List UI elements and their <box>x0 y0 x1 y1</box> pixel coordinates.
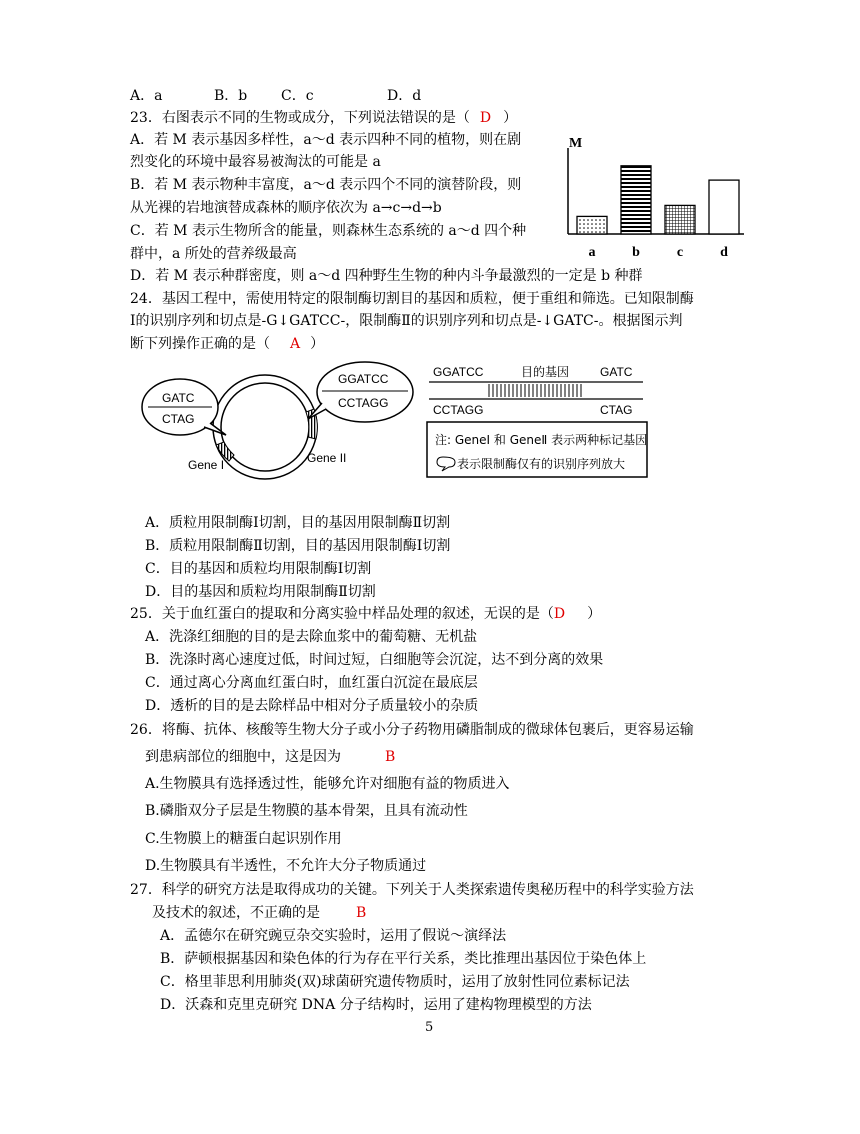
q25-stem-end: ） <box>587 606 602 622</box>
q23-line: 从光裸的岩地演替成森林的顺序依次为 a→c→d→b <box>130 200 442 216</box>
note-line2: 表示限制酶仅有的识别序列放大 <box>457 457 626 471</box>
q23-stem <box>130 108 517 128</box>
q23-line: 群中，a 所处的营养级最高 <box>130 246 297 262</box>
bar-c <box>665 205 695 234</box>
bar-d <box>709 180 739 234</box>
q25-option-a: A．洗涤红细胞的目的是去除血浆中的葡萄糖、无机盐 <box>145 629 478 645</box>
x-tick-label-a: a <box>588 245 596 260</box>
q23-line: A．若 M 表示基因多样性，a～d 表示四种不同的植物，则在剧 <box>130 132 522 148</box>
q27-line2-text: 及技术的叙述，不正确的是 <box>152 905 320 921</box>
bubble-left-bottom: CTAG <box>162 412 195 426</box>
gene1-label: Gene I <box>188 458 225 472</box>
q26-line2 <box>145 747 395 767</box>
q26-option-b: B.磷脂双分子层是生物膜的基本骨架，且具有流动性 <box>145 803 468 819</box>
chart-x-tick-labels <box>589 245 729 260</box>
note-line1: 注: GeneⅠ 和 GeneⅡ 表示两种标记基因 <box>435 433 648 447</box>
q23-stem-text: 23．右图表示不同的生物或成分，下列说法错误的是（ <box>130 110 470 126</box>
q26-answer: B <box>385 749 396 765</box>
q23-line: C．若 M 表示生物所含的能量，则森林生态系统的 a～d 四个种 <box>130 223 527 239</box>
gene-top-right-seq: GATC <box>600 365 633 379</box>
bar-b <box>621 166 651 234</box>
q27-option-a: A．孟德尔在研究豌豆杂交实验时，运用了假说～演绎法 <box>160 928 507 944</box>
plasmid-ring-inner <box>221 383 309 471</box>
gene2-label: Gene II <box>307 451 347 465</box>
q26-line1: 26．将酶、抗体、核酸等生物大分子或小分子药物用磷脂制成的微球体包裹后，更容易运输 <box>130 722 694 738</box>
q25-stem-text: 25．关于血红蛋白的提取和分离实验中样品处理的叙述，无误的是（ <box>130 606 554 622</box>
q24-line3 <box>130 334 324 354</box>
bar-a <box>577 216 607 234</box>
x-tick-label-b: b <box>632 245 640 260</box>
chart-bars <box>577 166 739 234</box>
q23-line: B．若 M 表示物种丰富度，a～d 表示四个不同的演替阶段，则 <box>130 177 522 193</box>
chart-y-label: M <box>569 136 583 151</box>
q22-option-d: D．d <box>387 88 422 104</box>
plasmid-figure <box>140 357 415 497</box>
bubble-right-bottom: CCTAGG <box>338 396 389 410</box>
q26-line2-text: 到患病部位的细胞中，这是因为 <box>145 749 341 765</box>
q25-option-b: B．洗涤时离心速度过低，时间过短，白细胞等会沉淀，达不到分离的效果 <box>145 652 604 668</box>
q24-line3-text: 断下列操作正确的是（ <box>130 336 270 352</box>
x-tick-label-d: d <box>720 245 728 260</box>
q22-option-b: B．b <box>214 88 248 104</box>
q25-answer: D <box>553 606 566 622</box>
q23-bar-chart <box>558 130 748 262</box>
q23-line: 烈变化的环境中最容易被淘汰的可能是 a <box>130 154 381 170</box>
q25-option-d: D．透析的目的是去除样品中相对分子质量较小的杂质 <box>145 698 479 714</box>
q26-option-d: D.生物膜具有半透性，不允许大分子物质通过 <box>145 858 427 874</box>
gene-top-left-seq: GGATCC <box>433 365 484 379</box>
q27-answer: B <box>356 905 367 921</box>
q24-option-b: B．质粒用限制酶Ⅱ切割，目的基因用限制酶Ⅰ切割 <box>145 538 451 554</box>
bubble-right-top: GGATCC <box>338 372 389 386</box>
q27-line2 <box>152 903 366 923</box>
q24-line1: 24．基因工程中，需使用特定的限制酶切割目的基因和质粒，便于重组和筛选。已知限制酶 <box>130 291 694 307</box>
q22-option-a: A．a <box>130 88 163 104</box>
bubble-left-top: GATC <box>162 391 195 405</box>
q23-stem-end: ） <box>503 110 518 126</box>
page-number: 5 <box>425 1020 434 1035</box>
gene-bottom-left-seq: CCTAGG <box>433 403 484 417</box>
q27-option-d: D．沃森和克里克研究 DNA 分子结构时，运用了建构物理模型的方法 <box>160 997 592 1013</box>
q23-line: D．若 M 表示种群密度，则 a～d 四种野生生物的种内斗争最激烈的一定是 b 种群 <box>130 268 643 284</box>
q22-option-c: C．c <box>281 88 314 104</box>
q27-line1: 27．科学的研究方法是取得成功的关键。下列关于人类探索遗传奥秘历程中的科学实验方法 <box>130 882 694 898</box>
q25-stem <box>130 604 601 624</box>
q26-option-a: A.生物膜具有选择透过性，能够允许对细胞有益的物质进入 <box>145 776 510 792</box>
q24-line2: Ⅰ的识别序列和切点是-G↓GATCC-，限制酶Ⅱ的识别序列和切点是-↓GATC-。根据图示判 <box>130 313 683 329</box>
x-tick-label-c: c <box>676 245 684 260</box>
q24-option-d: D．目的基因和质粒均用限制酶Ⅱ切割 <box>145 584 376 600</box>
gene-bottom-right-seq: CTAG <box>600 403 633 417</box>
bubble-right <box>317 362 413 422</box>
q23-answer: D <box>479 110 492 126</box>
q24-answer: A <box>290 336 301 352</box>
q26-option-c: C.生物膜上的糖蛋白起识别作用 <box>145 831 342 847</box>
q24-line3-end: ） <box>310 336 325 352</box>
target-gene-figure <box>425 362 650 480</box>
q24-option-a: A．质粒用限制酶Ⅰ切割，目的基因用限制酶Ⅱ切割 <box>145 515 451 531</box>
q24-option-c: C．目的基因和质粒均用限制酶Ⅰ切割 <box>145 561 372 577</box>
q27-option-c: C．格里菲思利用肺炎(双)球菌研究遗传物质时，运用了放射性同位素标记法 <box>160 974 630 990</box>
gene-top-mid-label: 目的基因 <box>521 365 570 379</box>
plasmid-ring-outer <box>213 375 317 479</box>
dna-base-pairs <box>489 384 581 397</box>
q27-option-b: B．萨顿根据基因和染色体的行为存在平行关系，类比推理出基因位于染色体上 <box>160 951 647 967</box>
q25-option-c: C．通过离心分离血红蛋白时，血红蛋白沉淀在最底层 <box>145 675 478 691</box>
